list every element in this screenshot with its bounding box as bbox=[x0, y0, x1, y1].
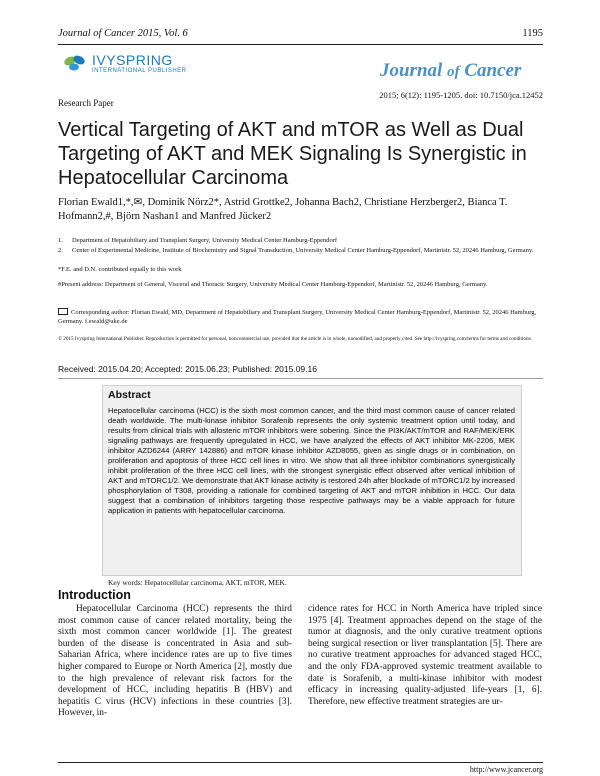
affiliation-item: 2. Center of Experimental Medicine, Institute of Biochemistry and Signal Transduction, University Medical Center Hamburg-Eppendorf, Martinistr. 52, 20246 Hamburg, Germany. bbox=[58, 246, 534, 254]
publisher-name: IVYSPRING bbox=[92, 52, 173, 68]
page-number: 1195 bbox=[522, 28, 543, 39]
present-address-note: #Present address: Department of General, Visceral and Thoracic Surgery, University Medical Center Hamburg-Eppendorf, Martinistr. 52, 20246 Hamburg, Germany. bbox=[58, 281, 488, 288]
equal-contribution-note: *F.E. and D.N. contributed equally to this work bbox=[58, 266, 182, 273]
publisher-subtitle: INTERNATIONAL PUBLISHER bbox=[92, 68, 187, 74]
article-title: Vertical Targeting of AKT and mTOR as Well as Dual Targeting of AKT and MEK Signaling Is Synergistic in Hepatocellular Carcinoma bbox=[58, 119, 527, 189]
running-header bbox=[58, 28, 543, 39]
intro-column-left: Hepatocellular Carcinoma (HCC) represents the third most common cause of cancer related mortality, being the sixth most common cancer worldwide [1]. The greatest burden of the disease is concentrated in Asia and sub-Saharian Africa, where incidence rates are up to five times higher compared to Europe or North America [2], mostly due to the high prevalence of relevant risk factors for the development of HCC, including hepatitis B (HBV) and hepatitis C virus (HCV) infections in these countries [3]. However, in- bbox=[58, 604, 292, 719]
intro-column-right: cidence rates for HCC in North America have tripled since 1975 [4]. Treatment approaches depend on the stage of the tumor at diagnosis, and the only curative treatment options being surgical resection or liver transplantation [5]. There are no curative treatment approaches for advanced staged HCC, and the only FDA-approved systemic treatment available to date is Sorafenib, a multi-kinase inhibitor with modest efficacy in increasing quality-adjusted life-years [1, 6]. Therefore, new effective treatment strategies are ur- bbox=[308, 604, 542, 707]
author-list: Florian Ewald1,*,✉, Dominik Nörz2*, Astrid Grottke2, Johanna Bach2, Christiane Herzberger2, Bianca T. Hofmann2,#, Björn Nashan1 and Manfred Jücker2 bbox=[58, 197, 508, 222]
header-rule bbox=[58, 44, 543, 45]
abstract-text: Hepatocellular carcinoma (HCC) is the sixth most common cancer, and the third most common cause of cancer related death worldwide. The multi-kinase inhibitor Sorafenib represents the only systemic treatment option until today, and results from clinical trials with allosteric mTOR inhibitors were sobering. Since the PI3K/AKT/mTOR and RAF/MEK/ERK signaling pathways are frequently upregulated in HCC, we have analyzed the effects of AKT inhibitor MK-2206, MEK inhibitor AZD6244 (ARRY 142886) and mTOR kinase inhibitor AZD8055, given as single drugs or in combination, on proliferation and apoptosis of three HCC cell lines in vitro. We show that all three inhibitor combinations synergistically inhibit proliferation of the three HCC cell lines, with the strongest synergistic effect observed after vertical inhibition of AKT and mTORC1/2. We demonstrate that AKT kinase activity is restored 24h after blockade of mTORC1/2 by increased phosphorylation of T308, providing a rationale for combined targeting of AKT and mTOR inhibition in HCC. Our data suggest that a combination of inhibitors targeting those respective pathways may be a viable approach for future application in patients with hepatocellular carcinoma. bbox=[108, 406, 515, 515]
section-heading-introduction: Introduction bbox=[58, 588, 131, 602]
dates-rule bbox=[58, 378, 543, 379]
license-note: © 2015 Ivyspring International Publisher. Reproduction is permitted for personal, noncommercial use, provided that the article is in whole, unmodified, and properly cited. See http://ivyspring.com/terms for terms and conditions. bbox=[58, 336, 532, 342]
ivyspring-leaf-icon bbox=[62, 52, 88, 74]
footer-rule bbox=[58, 762, 543, 763]
paper-type: Research Paper bbox=[58, 98, 114, 108]
affiliation-item: 1. Department of Hepatobiliary and Transplant Surgery, University Medical Center Hamburg-Eppendorf bbox=[58, 237, 338, 244]
affiliations bbox=[58, 237, 543, 256]
envelope-icon bbox=[58, 308, 68, 315]
keywords: Key words: Hepatocellular carcinoma, AKT, mTOR, MEK. bbox=[108, 578, 287, 587]
abstract-heading: Abstract bbox=[108, 389, 151, 401]
running-journal-name: Journal of Cancer 2015, Vol. 6 bbox=[58, 28, 188, 39]
footer-url[interactable]: http://www.jcancer.org bbox=[469, 765, 543, 774]
publication-dates: Received: 2015.04.20; Accepted: 2015.06.23; Published: 2015.09.16 bbox=[58, 364, 317, 374]
corresponding-author-note bbox=[58, 308, 543, 326]
corresponding-author-text: Corresponding author: Florian Ewald, MD, Department of Hepatobiliary and Transplant Surgery, University Medical Center Hamburg-Eppendorf, Martinistr. 52, 20246 Hamburg, Germany. f.ewald@uke.de bbox=[58, 309, 537, 325]
citation: 2015; 6(12): 1195-1205. doi: 10.7150/jca.12452 bbox=[379, 90, 543, 100]
journal-brand-logo: Journal of Cancer bbox=[380, 60, 522, 81]
publisher-logo bbox=[62, 52, 187, 74]
